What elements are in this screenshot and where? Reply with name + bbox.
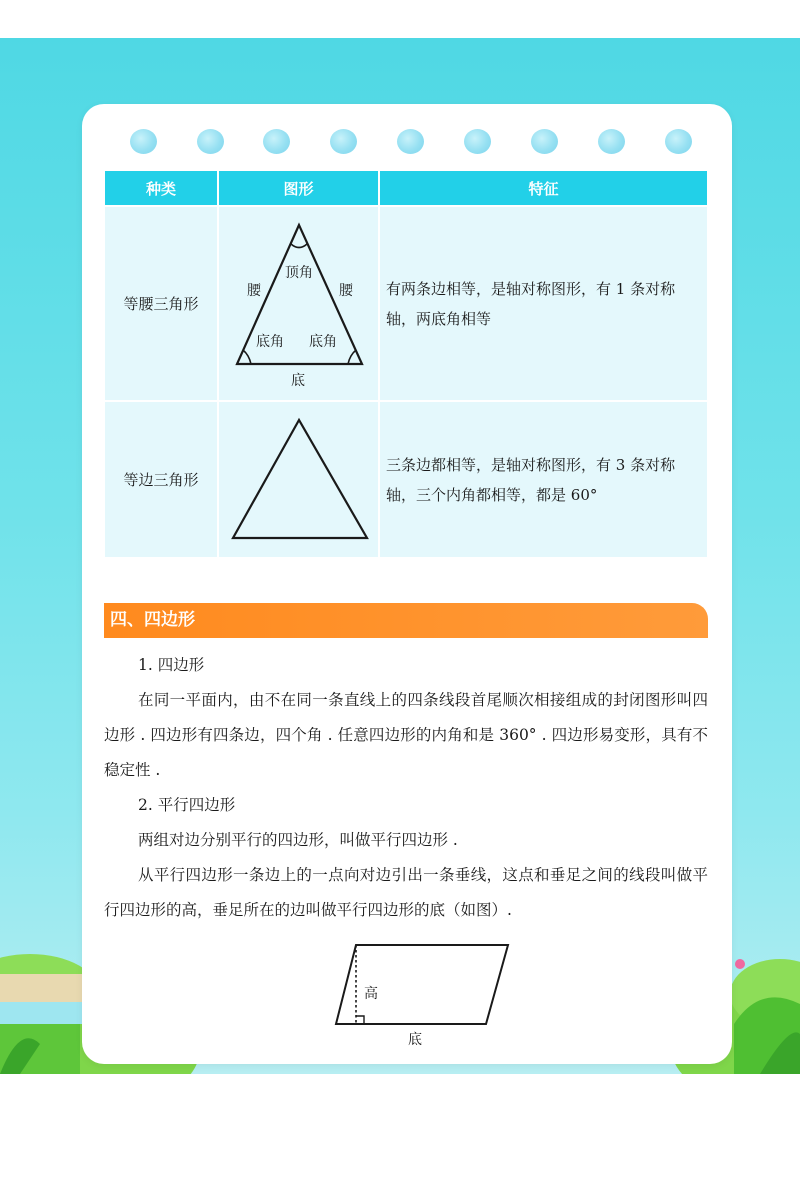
label-apex-angle: 顶角 — [285, 265, 313, 281]
binder-ring — [197, 129, 224, 154]
binder-ring — [531, 129, 558, 154]
binder-ring — [464, 129, 491, 154]
label-leg-left: 腰 — [247, 283, 261, 299]
binder-ring — [263, 129, 290, 154]
section-title: 四、四边形 — [104, 603, 708, 638]
section-body — [104, 648, 708, 928]
row-figure — [218, 401, 379, 557]
paragraph-quadrilateral-definition: 在同一平面内，由不在同一条直线上的四条线段首尾顺次相接组成的封闭图形叫四边形 . 四边形有四条边，四个角 . 任意四边形的内角和是 360° . 四边形易变形，具有不稳定性 . — [104, 691, 708, 779]
subheading-quadrilateral: 1. 四边形 — [138, 656, 205, 674]
header-feature: 特征 — [379, 171, 707, 206]
binder-ring — [665, 129, 692, 154]
binder-ring — [130, 129, 157, 154]
triangle-types-table — [105, 171, 707, 557]
binder-ring — [397, 129, 424, 154]
row-figure — [218, 206, 379, 401]
table-header-row — [105, 171, 707, 206]
label-base-angle-left: 底角 — [256, 334, 284, 350]
binder-ring — [598, 129, 625, 154]
paragraph-parallelogram-definition: 两组对边分别平行的四边形，叫做平行四边形 . — [138, 831, 458, 849]
table-row — [105, 206, 707, 401]
label-base-angle-right: 底角 — [309, 334, 337, 350]
label-leg-right: 腰 — [339, 283, 353, 299]
header-figure: 图形 — [218, 171, 379, 206]
row-feature: 有两条边相等，是轴对称图形，有 1 条对称轴，两底角相等 — [379, 206, 707, 401]
binder-ring — [330, 129, 357, 154]
row-feature: 三条边都相等，是轴对称图形，有 3 条对称轴，三个内角都相等，都是 60° — [379, 401, 707, 557]
paragraph-parallelogram-height: 从平行四边形一条边上的一点向对边引出一条垂线，这点和垂足之间的线段叫做平行四边形的高，垂足所在的边叫做平行四边形的底（如图）. — [104, 866, 708, 919]
label-height: 高 — [364, 986, 378, 1002]
isosceles-triangle-figure — [219, 207, 380, 400]
header-kind: 种类 — [105, 171, 218, 206]
table-row — [105, 401, 707, 557]
subheading-parallelogram: 2. 平行四边形 — [138, 796, 236, 814]
parallelogram-figure — [330, 940, 520, 1052]
label-base: 底 — [291, 373, 305, 389]
label-parallelogram-base: 底 — [408, 1032, 422, 1048]
equilateral-triangle-figure — [219, 402, 380, 557]
row-kind: 等腰三角形 — [105, 206, 218, 401]
row-kind: 等边三角形 — [105, 401, 218, 557]
